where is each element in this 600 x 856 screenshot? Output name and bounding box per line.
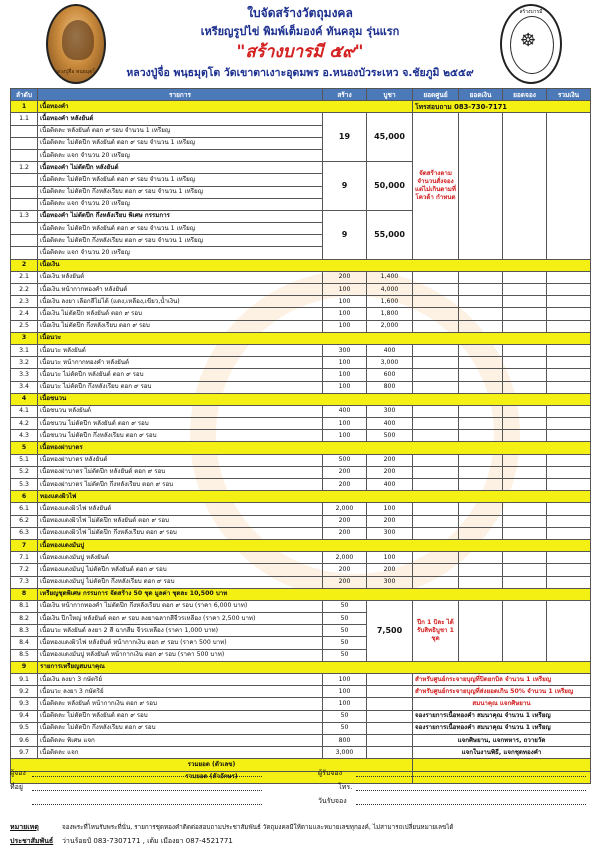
section-row: 9 รายการเหรียญสมนาคุณ bbox=[11, 661, 591, 673]
section-row: 2 เนื้อเงิน bbox=[11, 259, 591, 271]
total-cell[interactable] bbox=[547, 113, 591, 259]
title-edition: "สร้างบารมี ๕๙" bbox=[236, 42, 364, 62]
recipient-label: ผู้รับจอง bbox=[318, 769, 343, 777]
table-row: 9.7 เนื้อติดละ แจก 3,000 แจกในงานพิธี, แจกชุดทองคำ bbox=[11, 747, 591, 759]
table-row: เนื้อติดละ ไม่ตัดปีก หลังยันต์ ตอก ๙ รอบ จำนวน 1 เหรียญ bbox=[11, 137, 591, 149]
monk-portrait-logo bbox=[46, 4, 106, 84]
table-row: 2.3 เนื้อเงิน ลงยา เลือกสีไม่ได้ (แดง,เหลือง,เขียว,น้ำเงิน) 100 1,600 bbox=[11, 296, 591, 308]
date-label: วันรับจอง bbox=[318, 797, 347, 805]
pr-text: ว่านร้อยป์ 083-7307171 , เต้ม เมืองยา 087-4521771 bbox=[62, 837, 233, 845]
col-header-price: บูชา bbox=[367, 89, 413, 101]
table-row: 6.2 เนื้อทองแดงผิวไฟ ไม่ตัดปีก หลังยันต์ ตอก ๙ รอบ 200 200 bbox=[11, 515, 591, 527]
table-row: เนื้อติดละ แจก จำนวน 20 เหรียญ bbox=[11, 198, 591, 210]
table-row: 7.1 เนื้อทองแดงมันปู หลังยันต์ 2,000 100 bbox=[11, 552, 591, 564]
document-header bbox=[0, 0, 600, 88]
section-row: 5 เนื้อทองฝาบาตร bbox=[11, 442, 591, 454]
table-row: 7.2 เนื้อทองแดงมันปู ไม่ตัดปีก หลังยันต์ ตอก ๙ รอบ 200 200 bbox=[11, 564, 591, 576]
table-row: เนื้อติดละ ไม่ตัดปีก หลังยันต์ ตอก ๙ รอบ จำนวน 1 เหรียญ bbox=[11, 174, 591, 186]
total-number-input[interactable] bbox=[413, 759, 591, 771]
section-row: 7 เนื้อทองแดงมันปู bbox=[11, 539, 591, 551]
col-header-amount: ยอดเงิน bbox=[459, 89, 503, 101]
monk-figure-icon bbox=[62, 20, 94, 60]
tel-field[interactable] bbox=[356, 790, 586, 791]
pr-label: ประชาสัมพันธ์ bbox=[10, 837, 54, 845]
table-row: 9.3 เนื้อติดละ หลังยันต์ หน้ากากเงิน ตอก ๙ รอบ 100 สมนาคุณ แจกศิษยาน bbox=[11, 698, 591, 710]
table-row: 9.1 เนื้อเงิน ลงยา 3 กษัตริย์ 100 สำหรับศูนย์กระจายบุญที่ปิดยกบิล จำนวน 1 เหรียญ bbox=[11, 674, 591, 686]
table-row: 8.4 เนื้อทองแดงผิวไฟ หลังยันต์ หน้ากากเงิน ตอก ๙ รอบ (ราคา 500 บาท) 50 bbox=[11, 637, 591, 649]
section-row: 4 เนื้อชนวน bbox=[11, 393, 591, 405]
total-text-row: รวมยอด (ตัวอักษร) bbox=[11, 771, 591, 783]
contact-phone: โทรสอบถาม 083-730-7171 bbox=[413, 101, 591, 113]
orderer-label: ผู้จอง bbox=[10, 769, 26, 777]
col-header-center: ยอดศูนย์ bbox=[413, 89, 459, 101]
table-row: 5.1 เนื้อทองฝาบาตร หลังยันต์ 500 200 bbox=[11, 454, 591, 466]
reserve-cell[interactable] bbox=[503, 113, 547, 259]
address-field[interactable] bbox=[32, 790, 262, 791]
table-row: 9.5 เนื้อติดละ ไม่ตัดปีก กึ่งหลังเรียบ ตอก ๙ รอบ 50 จองรายการเนื้อทองคำ สมนาคุณ จำนวน 1 เหรียญ bbox=[11, 722, 591, 734]
table-row: 4.2 เนื้อชนวน ไม่ตัดปีก หลังยันต์ ตอก ๙ รอบ 100 400 bbox=[11, 418, 591, 430]
section-row: 1 เนื้อทองคำ โทรสอบถาม 083-730-7171 bbox=[11, 101, 591, 113]
table-row: 1.3 เนื้อทองคำ ไม่ตัดปีก กึ่งหลังเรียบ พิเศษ กรรมการ 9 55,000 bbox=[11, 210, 591, 222]
table-row: 5.3 เนื้อทองฝาบาตร ไม่ตัดปีก กึ่งหลังเรียบ ตอก ๙ รอบ 200 400 bbox=[11, 479, 591, 491]
set-note: ปีก 1 บิละ ได้รับสิทธิบูชา 1 ชุด bbox=[413, 600, 459, 661]
table-row: เนื้อติดละ ไม่ตัดปีก หลังยันต์ ตอก ๙ รอบ จำนวน 1 เหรียญ bbox=[11, 223, 591, 235]
table-row: 4.3 เนื้อชนวน ไม่ตัดปีก กึ่งหลังเรียบ ตอก ๙ รอบ 100 500 bbox=[11, 430, 591, 442]
table-row: 9.6 เนื้อติดละ พิเศษ แจก 800 แจกศิษยาน, แจกทหาร, ถวายวัด bbox=[11, 734, 591, 746]
table-row: 9.4 เนื้อติดละ ไม่ตัดปีก หลังยันต์ ตอก ๙ รอบ 50 จองรายการเนื้อทองคำ สมนาคุณ จำนวน 1 เหรียญ bbox=[11, 710, 591, 722]
table-row: 3.1 เนื้อนวะ หลังยันต์ 300 400 bbox=[11, 344, 591, 356]
gold-quota-note: จัดสร้างตามจำนวนสั่งจอง แต่ไม่เกินตามที่โควต้า กำหนด bbox=[413, 113, 459, 259]
address-label: ที่อยู่ bbox=[10, 783, 23, 791]
date-field[interactable] bbox=[356, 804, 586, 805]
col-header-reserve: ยอดจอง bbox=[503, 89, 547, 101]
table-row: 6.1 เนื้อทองแดงผิวไฟ หลังยันต์ 2,000 100 bbox=[11, 503, 591, 515]
remark-label: หมายเหตุ bbox=[10, 823, 39, 831]
section-row: 8 เหรียญชุดพิเศษ กรรมการ จัดสร้าง 50 ชุด มูลค่า ชุดละ 10,500 บาท bbox=[11, 588, 591, 600]
title-line-1: ใบจัดสร้างวัตถุมงคล bbox=[247, 6, 353, 20]
section-row: 3 เนื้อนวะ bbox=[11, 332, 591, 344]
table-row: เนื้อติดละ หลังยันต์ ตอก ๙ รอบ จำนวน 1 เหรียญ bbox=[11, 125, 591, 137]
address-field-2[interactable] bbox=[32, 804, 262, 805]
table-row: 3.3 เนื้อนวะ ไม่ตัดปีก หลังยันต์ ตอก ๙ รอบ 100 600 bbox=[11, 369, 591, 381]
table-row: เนื้อติดละ ไม่ตัดปีก กึ่งหลังเรียบ ตอก ๙ รอบ จำนวน 1 เหรียญ bbox=[11, 186, 591, 198]
logo-left-caption: หลวงปู่จื่อ พนฺธมุตฺโต bbox=[53, 69, 99, 75]
amount-cell[interactable] bbox=[459, 113, 503, 259]
section-row: 6 ทองแดงผิวไฟ bbox=[11, 491, 591, 503]
col-header-item: รายการ bbox=[38, 89, 323, 101]
col-header-made: สร้าง bbox=[323, 89, 367, 101]
table-row: 9.2 เนื้อนวะ ลงยา 3 กษัตริย์ 100 สำหรับศูนย์กระจายบุญที่ส่งยอดเกิน 50% จำนวน 1 เหรียญ bbox=[11, 686, 591, 698]
table-row: 5.2 เนื้อทองฝาบาตร ไม่ตัดปีก หลังยันต์ ตอก ๙ รอบ 200 200 bbox=[11, 466, 591, 478]
table-row: 6.3 เนื้อทองแดงผิวไฟ ไม่ตัดปีก กึ่งหลังเรียบ ตอก ๙ รอบ 200 300 bbox=[11, 527, 591, 539]
seal-emblem-icon: ☸ bbox=[520, 30, 537, 51]
table-row: 1.1 เนื้อทองคำ หลังยันต์ 19 45,000 จัดสร้างตามจำนวนสั่งจอง แต่ไม่เกินตามที่โควต้า กำหนด bbox=[11, 113, 591, 125]
table-row: 4.1 เนื้อชนวน หลังยันต์ 400 300 bbox=[11, 405, 591, 417]
total-number-row: รวมยอด (ตัวเลข) bbox=[11, 759, 591, 771]
table-row: 3.4 เนื้อนวะ ไม่ตัดปีก กึ่งหลังเรียบ ตอก ๙ รอบ 100 800 bbox=[11, 381, 591, 393]
table-row: เนื้อติดละ ไม่ตัดปีก กึ่งหลังเรียบ ตอก ๙ รอบ จำนวน 1 เหรียญ bbox=[11, 235, 591, 247]
title-temple: หลวงปู่จื่อ พนฺธมุตฺโต วัดเขาตาเงาะอุดมพร อ.หนองบัวระเหว จ.ชัยภูมิ ๒๕๕๙ bbox=[126, 67, 474, 79]
table-row: 8.1 เนื้อเงิน หน้ากากทองคำ ไม่ตัดปีก กึ่งหลังเรียบ ตอก ๙ รอบ (ราคา 6,000 บาท) 50 7,500 ปีก 1 บิละ ได้รับสิทธิบูชา 1 ชุด bbox=[11, 600, 591, 612]
total-text-input[interactable] bbox=[413, 771, 591, 783]
col-header-no: ลำดับ bbox=[11, 89, 38, 101]
order-table bbox=[10, 88, 591, 784]
table-row: 2.2 เนื้อเงิน หน้ากากทองคำ หลังยันต์ 100 4,000 bbox=[11, 284, 591, 296]
tel-label: โทร. bbox=[338, 783, 353, 791]
table-row: เนื้อติดละ แจก จำนวน 20 เหรียญ bbox=[11, 149, 591, 161]
table-header-row bbox=[11, 89, 591, 101]
remark-text: จองพระที่ไหนรับพระที่นั่น, รายการชุดทองคำติดต่อสอบถามประชาสัมพันธ์ วัตถุมงคลมีให้ตามและหมายเลขทุกองค์, ไม่สามารถเปลี่ยนหมายเลขได้ bbox=[62, 824, 454, 831]
col-header-total: รวมเงิน bbox=[547, 89, 591, 101]
table-row: 2.5 เนื้อเงิน ไม่ตัดปีก กึ่งหลังเรียบ ตอก ๙ รอบ 100 2,000 bbox=[11, 320, 591, 332]
event-seal-logo bbox=[500, 4, 562, 84]
table-row: 2.4 เนื้อเงิน ไม่ตัดปีก หลังยันต์ ตอก ๙ รอบ 100 1,800 bbox=[11, 308, 591, 320]
table-row: เนื้อติดละ แจก จำนวน 20 เหรียญ bbox=[11, 247, 591, 259]
recipient-field[interactable] bbox=[356, 776, 586, 777]
table-row: 8.5 เนื้อทองแดงมันปู หลังยันต์ หน้ากากเงิน ตอก ๙ รอบ (ราคา 500 บาท) 50 bbox=[11, 649, 591, 661]
table-row: 7.3 เนื้อทองแดงมันปู ไม่ตัดปีก กึ่งหลังเรียบ ตอก ๙ รอบ 200 300 bbox=[11, 576, 591, 588]
title-line-2: เหรียญรูปไข่ พิมพ์เต็มองค์ ทันคลุม รุ่นแรก bbox=[200, 25, 400, 38]
table-row: 1.2 เนื้อทองคำ ไม่ตัดปีก หลังยันต์ 9 50,000 bbox=[11, 162, 591, 174]
orderer-field[interactable] bbox=[32, 776, 262, 777]
table-row: 8.3 เนื้อนวะ หลังยันต์ ลงยา 2 สี ฉากสีม จีวรเหลือง (ราคา 1,000 บาท) 50 bbox=[11, 625, 591, 637]
table-row: 2.1 เนื้อเงิน หลังยันต์ 200 1,400 bbox=[11, 271, 591, 283]
logo-right-caption: สร้างบารมี bbox=[519, 9, 543, 15]
table-row: 3.2 เนื้อนวะ หน้ากากทองคำ หลังยันต์ 100 3,000 bbox=[11, 357, 591, 369]
table-row: 8.2 เนื้อเงิน ปีกใหญ่ หลังยันต์ ตอก ๙ รอบ ลงยาฉลากสีจีวรเหลือง (ราคา 2,500 บาท) 50 bbox=[11, 613, 591, 625]
